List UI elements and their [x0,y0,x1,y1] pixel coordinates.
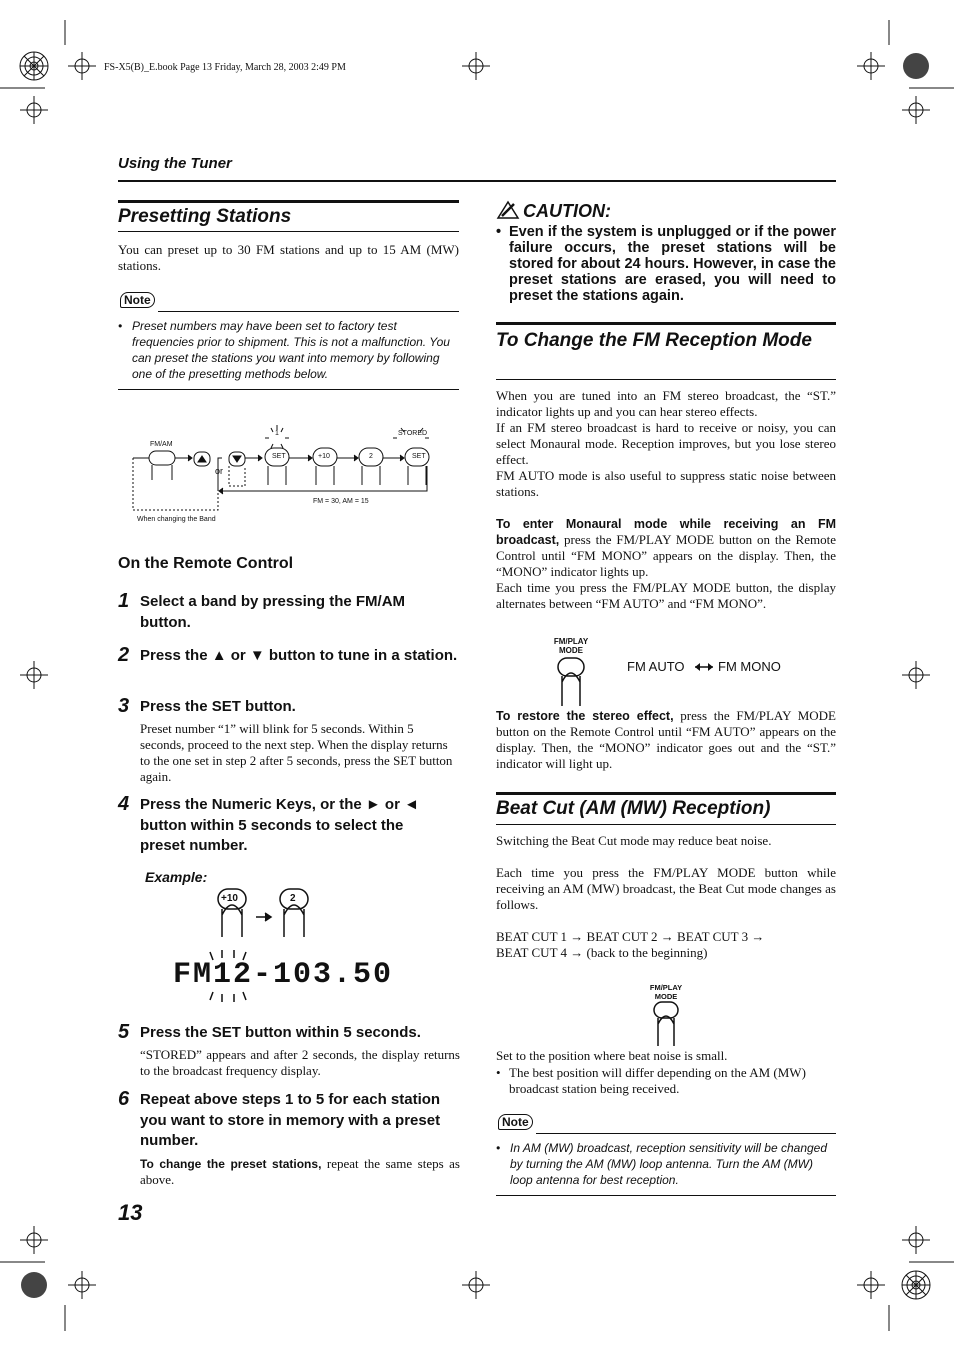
fm-play-mode-button-icon [554,656,588,708]
mono-p2: Each time you press the FM/PLAY MODE button, the display alternates between “FM AUTO” and “FM MONO”. [496,580,836,611]
step-2-number: 2 [118,644,130,666]
step-5-number: 5 [118,1021,130,1043]
note-text-left: • Preset numbers may have been set to factory test frequencies prior to shipment. This is not a malfunction. You can preset the stations you want into memory by following one of the presetting methods below. [118,319,450,381]
beat-sequence-line-1: BEAT CUT 1 → BEAT CUT 2 → BEAT CUT 3 → [496,929,765,944]
fm-mono-label: FM MONO [718,659,781,674]
diagram-stored-label: STORED [398,430,428,437]
header-rule [118,180,836,182]
beat-title-underline [496,824,836,825]
diagram-plus10-label: +10 [318,453,330,460]
fm-mode-title-underline [496,379,836,380]
mono-instructions [496,516,836,612]
step-1-number: 1 [118,590,130,612]
diagram-fm-am-label: FM/AM [150,441,173,448]
remote-heading: On the Remote Control [118,555,294,572]
left-title-underline [118,231,459,232]
note-badge-right: Note [498,1114,533,1130]
step-4-text: Press the Numeric Keys, or the ► or ◄ button within 5 seconds to select the preset number. [140,796,419,854]
caution-icon [496,200,520,220]
note-right-bottom-rule [496,1195,836,1196]
step-3-number: 3 [118,695,130,717]
beat-p2: Each time you press the FM/PLAY MODE button while receiving an AM (MW) broadcast, the Beat Cut mode changes as follows. [496,865,836,912]
section-header: Using the Tuner [118,155,232,172]
example-key-two: 2 [290,893,296,904]
fm-play-mode-button-icon-2 [650,1000,682,1048]
fm-mode-title-rule [496,322,836,325]
step-6-text: Repeat above steps 1 to 5 for each station you want to store in memory with a preset number. [140,1091,441,1149]
stereo-lead: To restore the stereo effect, [496,709,674,723]
fm-mode-title: To Change the FM Reception Mode [496,330,812,351]
beat-title-rule [496,792,836,795]
double-arrow-icon [693,662,715,672]
example-label: Example: [145,869,208,885]
left-title-rule [118,200,459,203]
step-6-detail [140,1156,460,1188]
beat-p3: Set to the position where beat noise is small. [496,1048,728,1063]
mono-rest: press the FM/PLAY MODE button on the Remote Control until “FM MONO” appears on the display. Then, the “MONO” indicator lights up. [496,532,836,579]
diagram-or-label: or [215,466,224,476]
stereo-instructions [496,708,836,772]
step-5-detail: “STORED” appears and after 2 seconds, the display returns to the broadcast frequency display. [140,1047,460,1078]
beat-bullet: • The best position will differ depending on the AM (MW) broadcast station being received. [496,1065,806,1096]
fm-mode-p3: FM AUTO mode is also useful to suppress static noise between stations. [496,468,836,499]
step-6-detail-rest: repeat the same steps as above. [140,1156,460,1187]
diagram-two-label: 2 [369,453,373,460]
stereo-rest: press the FM/PLAY MODE button on the Remote Control until “FM AUTO” appears on the display. Then, the “MONO” indicator goes out and the “ST.” indicator will light up. [496,708,836,771]
fm-auto-label: FM AUTO [627,659,685,674]
caution-title: CAUTION: [523,201,611,221]
step-2-text: Press the ▲ or ▼ button to tune in a station. [140,647,458,664]
beat-p1: Switching the Beat Cut mode may reduce beat noise. [496,833,772,848]
fm-mode-p1: When you are tuned into an FM stereo broadcast, the “ST.” indicator lights up and you can hear stereo effects. [496,388,836,419]
print-info: FS-X5(B)_E.book Page 13 Friday, March 28, 2003 2:49 PM [104,62,346,73]
note-box-right [496,1113,836,1131]
beat-title: Beat Cut (AM (MW) Reception) [496,798,771,819]
fm-mode-p2: If an FM stereo broadcast is hard to receive or noisy, you can select Monaural mode. Reception improves, but you lose stereo effect. [496,420,836,467]
step-3-text: Press the SET button. [140,698,296,715]
page-number: 13 [118,1200,143,1225]
diagram-set-label-2: SET [412,453,426,460]
note-badge: Note [120,292,155,308]
lcd-display: FM12-103.50 [173,958,394,992]
diagram-changing-band-label: When changing the Band [137,516,216,523]
caution-text: • Even if the system is unplugged or if the power failure occurs, the preset stations will be stored for about 24 hours. However, in case the preset stations are erased, you will need to preset the stations again. [496,224,836,304]
sunburst-icon [20,52,48,80]
step-6-number: 6 [118,1088,130,1110]
presetting-intro: You can preset up to 30 FM stations and up to 15 AM (MW) stations. [118,242,459,273]
note-box-left [118,291,459,309]
step-6-detail-lead: To change the preset stations, [140,1157,322,1171]
mono-lead: To enter Monaural mode while receiving an FM broadcast, [496,517,836,547]
step-5-text: Press the SET button within 5 seconds. [140,1024,421,1041]
fm-mode-paragraphs [496,388,836,500]
example-key-plus10: +10 [221,893,238,904]
note-bottom-rule [118,389,459,390]
fm-play-mode-label-1: FM/PLAY MODE [553,637,589,655]
diagram-one-label: 1 [275,430,279,437]
fm-play-mode-label-2: FM/PLAY MODE [649,983,683,1001]
diagram-set-label-1: SET [272,453,286,460]
beat-sequence-line-2: BEAT CUT 4 → (back to the beginning) [496,945,708,960]
step-4-number: 4 [118,793,130,815]
step-1-text: Select a band by pressing the FM/AM button. [140,593,406,631]
step-3-detail: Preset number “1” will blink for 5 seconds. Within 5 seconds, proceed to the next step. When the display returns to the one set in step 2 after 5 seconds, press the SET button again. [140,721,453,784]
presetting-title: Presetting Stations [118,206,292,227]
note-text-right: • In AM (MW) broadcast, reception sensitivity will be changed by turning the AM (MW) loop antenna. Turn the AM (MW) loop antenna for best reception. [496,1141,828,1187]
diagram-range-label: FM = 30, AM = 15 [313,498,369,505]
